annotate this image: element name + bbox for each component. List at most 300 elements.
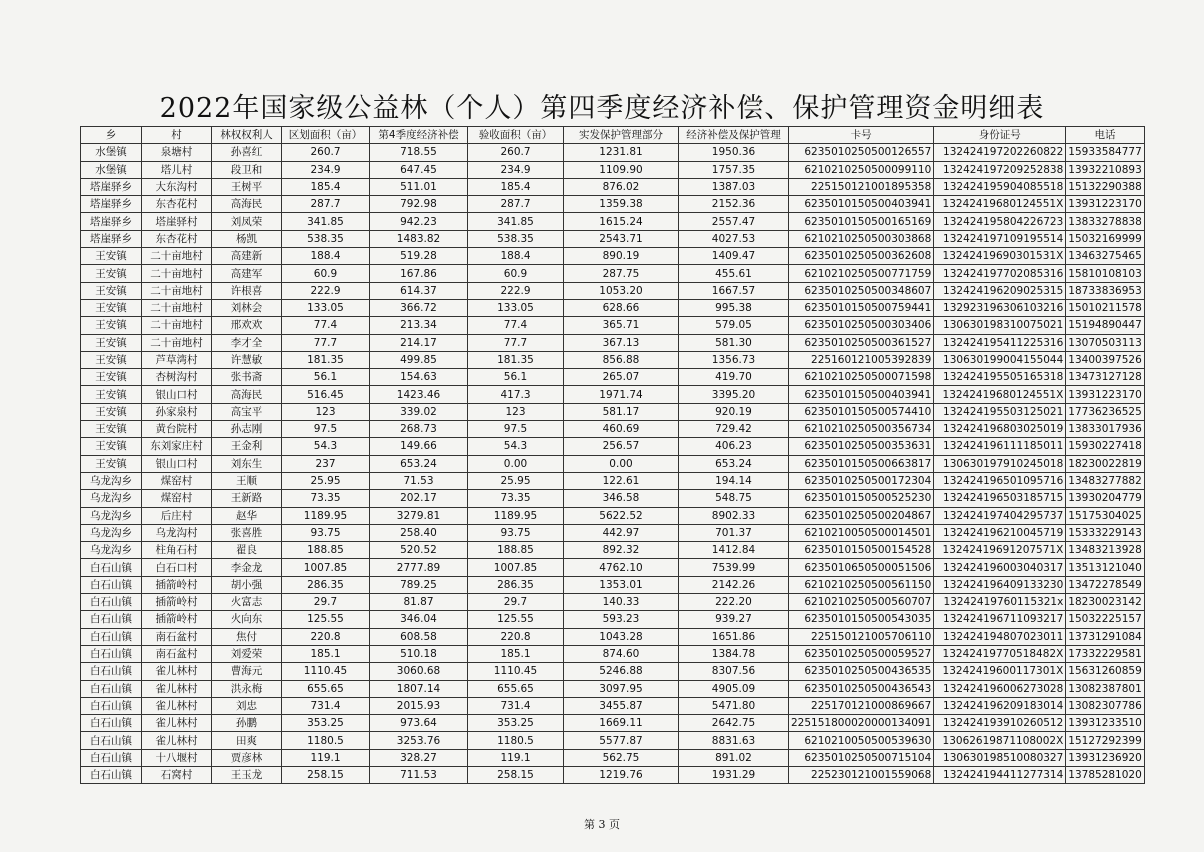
cell-total: 8831.63 [679, 732, 789, 749]
table-row [81, 490, 1145, 507]
cell-accepted-area: 188.4 [468, 248, 564, 265]
cell-q4-compensation: 339.02 [370, 403, 468, 420]
cell-zoned-area: 731.4 [282, 697, 370, 714]
cell-q4-compensation: 268.73 [370, 421, 468, 438]
cell-zoned-area: 73.35 [282, 490, 370, 507]
cell-id-number: 132424197202260822 [934, 144, 1066, 161]
cell-township: 王安镇 [81, 438, 142, 455]
cell-township: 乌龙沟乡 [81, 524, 142, 541]
cell-village: 东杏花村 [142, 196, 212, 213]
table-row [81, 507, 1145, 524]
cell-phone: 15933584777 [1066, 144, 1145, 161]
cell-card-number: 225170121000869667 [789, 697, 934, 714]
cell-total: 548.75 [679, 490, 789, 507]
cell-card-number: 6235010150500403941 [789, 196, 934, 213]
table-row [81, 369, 1145, 386]
cell-q4-compensation: 258.40 [370, 524, 468, 541]
cell-phone: 13082387801 [1066, 680, 1145, 697]
cell-q4-compensation: 789.25 [370, 576, 468, 593]
cell-phone: 13472278549 [1066, 576, 1145, 593]
cell-accepted-area: 220.8 [468, 628, 564, 645]
cell-township: 王安镇 [81, 299, 142, 316]
cell-phone: 18230022819 [1066, 455, 1145, 472]
cell-total: 2152.36 [679, 196, 789, 213]
cell-total: 8902.33 [679, 507, 789, 524]
cell-zoned-area: 655.65 [282, 680, 370, 697]
cell-zoned-area: 29.7 [282, 594, 370, 611]
cell-accepted-area: 188.85 [468, 542, 564, 559]
cell-total: 1409.47 [679, 248, 789, 265]
cell-id-number: 132424196006273028 [934, 680, 1066, 697]
cell-q4-compensation: 973.64 [370, 715, 468, 732]
cell-protection-part: 3097.95 [564, 680, 679, 697]
cell-zoned-area: 125.55 [282, 611, 370, 628]
cell-zoned-area: 97.5 [282, 421, 370, 438]
cell-card-number: 225160121005392839 [789, 351, 934, 368]
cell-card-number: 6235010250500059527 [789, 645, 934, 662]
cell-township: 乌龙沟乡 [81, 507, 142, 524]
cell-township: 白石山镇 [81, 628, 142, 645]
page-number: 第 3 页 [584, 818, 620, 831]
cell-village: 二十亩地村 [142, 248, 212, 265]
table-row [81, 542, 1145, 559]
cell-protection-part: 3455.87 [564, 697, 679, 714]
table-row [81, 732, 1145, 749]
cell-card-number: 6210210250500771759 [789, 265, 934, 282]
cell-protection-part: 367.13 [564, 334, 679, 351]
cell-id-number: 132424196503185715 [934, 490, 1066, 507]
cell-phone: 15194890447 [1066, 317, 1145, 334]
cell-owner: 刘凤荣 [212, 213, 282, 230]
cell-village: 十八堰村 [142, 749, 212, 766]
table-row [81, 403, 1145, 420]
cell-township: 王安镇 [81, 369, 142, 386]
cell-township: 水堡镇 [81, 144, 142, 161]
table-row [81, 248, 1145, 265]
cell-owner: 张喜胜 [212, 524, 282, 541]
header-protection-part: 实发保护管理部分 [564, 127, 679, 144]
cell-card-number: 6210210050500014501 [789, 524, 934, 541]
header-village: 村 [142, 127, 212, 144]
cell-township: 王安镇 [81, 421, 142, 438]
cell-village: 银山口村 [142, 455, 212, 472]
cell-zoned-area: 1110.45 [282, 663, 370, 680]
cell-q4-compensation: 167.86 [370, 265, 468, 282]
cell-zoned-area: 77.4 [282, 317, 370, 334]
cell-card-number: 225230121001559068 [789, 766, 934, 783]
cell-card-number: 6235010150500154528 [789, 542, 934, 559]
cell-phone: 13070503113 [1066, 334, 1145, 351]
cell-zoned-area: 341.85 [282, 213, 370, 230]
cell-protection-part: 1109.90 [564, 161, 679, 178]
cell-q4-compensation: 608.58 [370, 628, 468, 645]
cell-total: 995.38 [679, 299, 789, 316]
cell-zoned-area: 220.8 [282, 628, 370, 645]
cell-township: 王安镇 [81, 265, 142, 282]
cell-accepted-area: 125.55 [468, 611, 564, 628]
cell-total: 579.05 [679, 317, 789, 334]
cell-id-number: 132424196111185011 [934, 438, 1066, 455]
cell-owner: 贾彦林 [212, 749, 282, 766]
cell-accepted-area: 185.4 [468, 178, 564, 195]
cell-total: 1412.84 [679, 542, 789, 559]
cell-township: 乌龙沟乡 [81, 472, 142, 489]
cell-protection-part: 1043.28 [564, 628, 679, 645]
cell-zoned-area: 1189.95 [282, 507, 370, 524]
cell-owner: 王树平 [212, 178, 282, 195]
table-row [81, 317, 1145, 334]
table-body [81, 144, 1145, 784]
cell-card-number: 225151800020000134091 [789, 715, 934, 732]
cell-village: 插箭岭村 [142, 594, 212, 611]
cell-q4-compensation: 149.66 [370, 438, 468, 455]
header-row [81, 127, 1145, 144]
cell-township: 王安镇 [81, 351, 142, 368]
cell-accepted-area: 25.95 [468, 472, 564, 489]
cell-zoned-area: 77.7 [282, 334, 370, 351]
cell-card-number: 225150121001895358 [789, 178, 934, 195]
cell-id-number: 132424194807023011 [934, 628, 1066, 645]
table-row [81, 559, 1145, 576]
cell-protection-part: 122.61 [564, 472, 679, 489]
cell-village: 杏树沟村 [142, 369, 212, 386]
cell-village: 东杏花村 [142, 230, 212, 247]
cell-q4-compensation: 214.17 [370, 334, 468, 351]
cell-zoned-area: 260.7 [282, 144, 370, 161]
cell-q4-compensation: 71.53 [370, 472, 468, 489]
cell-township: 塔崖驿乡 [81, 230, 142, 247]
cell-id-number: 132424197702085316 [934, 265, 1066, 282]
cell-protection-part: 1053.20 [564, 282, 679, 299]
cell-card-number: 6235010250500436535 [789, 663, 934, 680]
cell-accepted-area: 73.35 [468, 490, 564, 507]
cell-id-number: 13242419680124551X [934, 386, 1066, 403]
cell-id-number: 132424195411225316 [934, 334, 1066, 351]
cell-total: 920.19 [679, 403, 789, 420]
cell-owner: 高宝平 [212, 403, 282, 420]
cell-total: 1356.73 [679, 351, 789, 368]
cell-zoned-area: 181.35 [282, 351, 370, 368]
page-title: 2022年国家级公益林（个人）第四季度经济补偿、保护管理资金明细表 [159, 93, 1045, 124]
cell-village: 雀儿林村 [142, 697, 212, 714]
cell-card-number: 6235010250500362608 [789, 248, 934, 265]
table-row [81, 611, 1145, 628]
cell-q4-compensation: 1807.14 [370, 680, 468, 697]
cell-accepted-area: 119.1 [468, 749, 564, 766]
table-row [81, 455, 1145, 472]
cell-zoned-area: 119.1 [282, 749, 370, 766]
cell-owner: 杨凯 [212, 230, 282, 247]
cell-accepted-area: 258.15 [468, 766, 564, 783]
cell-accepted-area: 56.1 [468, 369, 564, 386]
cell-card-number: 6235010150500403941 [789, 386, 934, 403]
table-row [81, 299, 1145, 316]
cell-protection-part: 876.02 [564, 178, 679, 195]
cell-zoned-area: 93.75 [282, 524, 370, 541]
cell-phone: 13932210893 [1066, 161, 1145, 178]
cell-accepted-area: 133.05 [468, 299, 564, 316]
cell-village: 二十亩地村 [142, 282, 212, 299]
cell-zoned-area: 133.05 [282, 299, 370, 316]
cell-accepted-area: 1189.95 [468, 507, 564, 524]
header-total: 经济补偿及保护管理 [679, 127, 789, 144]
table-row [81, 351, 1145, 368]
cell-township: 白石山镇 [81, 680, 142, 697]
cell-village: 芦草湾村 [142, 351, 212, 368]
cell-protection-part: 1353.01 [564, 576, 679, 593]
cell-id-number: 132424196209183014 [934, 697, 1066, 714]
cell-phone: 18230023142 [1066, 594, 1145, 611]
cell-id-number: 132424196409133230 [934, 576, 1066, 593]
cell-card-number: 6235010250500353631 [789, 438, 934, 455]
cell-id-number: 13242419600117301X [934, 663, 1066, 680]
cell-zoned-area: 258.15 [282, 766, 370, 783]
cell-township: 白石山镇 [81, 559, 142, 576]
table-row [81, 715, 1145, 732]
cell-township: 王安镇 [81, 334, 142, 351]
cell-zoned-area: 188.85 [282, 542, 370, 559]
cell-phone: 15175304025 [1066, 507, 1145, 524]
cell-owner: 洪永梅 [212, 680, 282, 697]
cell-id-number: 132424196003040317 [934, 559, 1066, 576]
cell-protection-part: 562.75 [564, 749, 679, 766]
cell-protection-part: 460.69 [564, 421, 679, 438]
cell-id-number: 13242419690301531X [934, 248, 1066, 265]
cell-village: 后庄村 [142, 507, 212, 524]
cell-phone: 17736236525 [1066, 403, 1145, 420]
table-row [81, 663, 1145, 680]
cell-zoned-area: 1007.85 [282, 559, 370, 576]
cell-protection-part: 287.75 [564, 265, 679, 282]
cell-township: 水堡镇 [81, 161, 142, 178]
cell-phone: 13473127128 [1066, 369, 1145, 386]
cell-card-number: 6235010150500165169 [789, 213, 934, 230]
cell-zoned-area: 1180.5 [282, 732, 370, 749]
cell-zoned-area: 222.9 [282, 282, 370, 299]
cell-owner: 翟良 [212, 542, 282, 559]
cell-card-number: 6235010150500574410 [789, 403, 934, 420]
cell-village: 二十亩地村 [142, 265, 212, 282]
cell-total: 2142.26 [679, 576, 789, 593]
cell-village: 南石盆村 [142, 628, 212, 645]
cell-card-number: 6235010150500663817 [789, 455, 934, 472]
cell-township: 乌龙沟乡 [81, 542, 142, 559]
cell-total: 419.70 [679, 369, 789, 386]
cell-protection-part: 1615.24 [564, 213, 679, 230]
table-row [81, 144, 1145, 161]
cell-q4-compensation: 3279.81 [370, 507, 468, 524]
cell-phone: 13833278838 [1066, 213, 1145, 230]
cell-village: 南石盆村 [142, 645, 212, 662]
cell-accepted-area: 222.9 [468, 282, 564, 299]
cell-zoned-area: 516.45 [282, 386, 370, 403]
cell-village: 塔崖驿村 [142, 213, 212, 230]
table-row [81, 766, 1145, 783]
cell-accepted-area: 655.65 [468, 680, 564, 697]
cell-owner: 高建军 [212, 265, 282, 282]
cell-phone: 13082307786 [1066, 697, 1145, 714]
cell-total: 1931.29 [679, 766, 789, 783]
cell-phone: 13400397526 [1066, 351, 1145, 368]
cell-protection-part: 4762.10 [564, 559, 679, 576]
cell-accepted-area: 123 [468, 403, 564, 420]
cell-zoned-area: 538.35 [282, 230, 370, 247]
cell-card-number: 6210210250500303868 [789, 230, 934, 247]
cell-q4-compensation: 711.53 [370, 766, 468, 783]
cell-phone: 15132290388 [1066, 178, 1145, 195]
cell-protection-part: 5577.87 [564, 732, 679, 749]
cell-total: 653.24 [679, 455, 789, 472]
header-id-number: 身份证号 [934, 127, 1066, 144]
cell-q4-compensation: 3253.76 [370, 732, 468, 749]
cell-accepted-area: 341.85 [468, 213, 564, 230]
cell-q4-compensation: 3060.68 [370, 663, 468, 680]
cell-protection-part: 628.66 [564, 299, 679, 316]
cell-village: 东刘家庄村 [142, 438, 212, 455]
cell-village: 大东沟村 [142, 178, 212, 195]
cell-total: 194.14 [679, 472, 789, 489]
cell-protection-part: 5246.88 [564, 663, 679, 680]
cell-q4-compensation: 718.55 [370, 144, 468, 161]
cell-township: 白石山镇 [81, 594, 142, 611]
cell-accepted-area: 1180.5 [468, 732, 564, 749]
cell-protection-part: 442.97 [564, 524, 679, 541]
cell-protection-part: 5622.52 [564, 507, 679, 524]
cell-owner: 胡小强 [212, 576, 282, 593]
table-row [81, 178, 1145, 195]
cell-protection-part: 256.57 [564, 438, 679, 455]
cell-zoned-area: 60.9 [282, 265, 370, 282]
cell-township: 塔崖驿乡 [81, 196, 142, 213]
cell-owner: 孙喜红 [212, 144, 282, 161]
table-row [81, 161, 1145, 178]
cell-q4-compensation: 346.04 [370, 611, 468, 628]
cell-q4-compensation: 653.24 [370, 455, 468, 472]
cell-owner: 刘爱荣 [212, 645, 282, 662]
cell-accepted-area: 234.9 [468, 161, 564, 178]
cell-zoned-area: 185.4 [282, 178, 370, 195]
cell-phone: 13931236920 [1066, 749, 1145, 766]
cell-owner: 许慧敏 [212, 351, 282, 368]
table-row [81, 680, 1145, 697]
cell-accepted-area: 77.7 [468, 334, 564, 351]
cell-township: 塔崖驿乡 [81, 178, 142, 195]
cell-id-number: 132424196501095716 [934, 472, 1066, 489]
cell-total: 5471.80 [679, 697, 789, 714]
cell-total: 1387.03 [679, 178, 789, 195]
cell-village: 银山口村 [142, 386, 212, 403]
cell-q4-compensation: 202.17 [370, 490, 468, 507]
cell-total: 8307.56 [679, 663, 789, 680]
cell-total: 222.20 [679, 594, 789, 611]
cell-accepted-area: 93.75 [468, 524, 564, 541]
cell-id-number: 132424196711093217 [934, 611, 1066, 628]
cell-village: 白石口村 [142, 559, 212, 576]
cell-accepted-area: 1110.45 [468, 663, 564, 680]
cell-owner: 刘东生 [212, 455, 282, 472]
cell-zoned-area: 234.9 [282, 161, 370, 178]
cell-protection-part: 890.19 [564, 248, 679, 265]
cell-phone: 15010211578 [1066, 299, 1145, 316]
cell-card-number: 6235010150500525230 [789, 490, 934, 507]
cell-total: 1950.36 [679, 144, 789, 161]
cell-card-number: 6235010150500759441 [789, 299, 934, 316]
cell-id-number: 132424195503125021 [934, 403, 1066, 420]
cell-q4-compensation: 942.23 [370, 213, 468, 230]
cell-village: 黄台院村 [142, 421, 212, 438]
cell-village: 雀儿林村 [142, 732, 212, 749]
cell-id-number: 132424195505165318 [934, 369, 1066, 386]
cell-total: 701.37 [679, 524, 789, 541]
cell-phone: 15127292399 [1066, 732, 1145, 749]
cell-village: 煤窑村 [142, 472, 212, 489]
cell-owner: 焦付 [212, 628, 282, 645]
cell-protection-part: 1359.38 [564, 196, 679, 213]
cell-card-number: 6235010650500051506 [789, 559, 934, 576]
cell-owner: 刘林会 [212, 299, 282, 316]
cell-owner: 孙鹏 [212, 715, 282, 732]
cell-id-number: 132424193910260512 [934, 715, 1066, 732]
cell-q4-compensation: 154.63 [370, 369, 468, 386]
cell-q4-compensation: 366.72 [370, 299, 468, 316]
cell-protection-part: 581.17 [564, 403, 679, 420]
table-row [81, 386, 1145, 403]
cell-zoned-area: 287.7 [282, 196, 370, 213]
table-row [81, 749, 1145, 766]
cell-accepted-area: 286.35 [468, 576, 564, 593]
cell-township: 白石山镇 [81, 732, 142, 749]
cell-total: 4905.09 [679, 680, 789, 697]
payment-table [80, 126, 1145, 784]
cell-phone: 15032169999 [1066, 230, 1145, 247]
cell-accepted-area: 77.4 [468, 317, 564, 334]
cell-owner: 李才全 [212, 334, 282, 351]
cell-card-number: 6235010250500204867 [789, 507, 934, 524]
cell-q4-compensation: 647.45 [370, 161, 468, 178]
cell-owner: 邢欢欢 [212, 317, 282, 334]
header-card-number: 卡号 [789, 127, 934, 144]
cell-township: 白石山镇 [81, 663, 142, 680]
header-accepted-area: 验收面积（亩） [468, 127, 564, 144]
cell-total: 1757.35 [679, 161, 789, 178]
cell-phone: 15930227418 [1066, 438, 1145, 455]
cell-accepted-area: 538.35 [468, 230, 564, 247]
cell-total: 1384.78 [679, 645, 789, 662]
cell-protection-part: 1971.74 [564, 386, 679, 403]
table-row [81, 594, 1145, 611]
cell-township: 乌龙沟乡 [81, 490, 142, 507]
cell-owner: 赵华 [212, 507, 282, 524]
cell-protection-part: 1669.11 [564, 715, 679, 732]
cell-id-number: 13242419770518482X [934, 645, 1066, 662]
cell-card-number: 6235010250500126557 [789, 144, 934, 161]
cell-zoned-area: 56.1 [282, 369, 370, 386]
cell-total: 2642.75 [679, 715, 789, 732]
cell-protection-part: 874.60 [564, 645, 679, 662]
cell-protection-part: 593.23 [564, 611, 679, 628]
cell-owner: 王玉龙 [212, 766, 282, 783]
cell-protection-part: 140.33 [564, 594, 679, 611]
cell-owner: 火富志 [212, 594, 282, 611]
cell-q4-compensation: 81.87 [370, 594, 468, 611]
table-row [81, 438, 1145, 455]
cell-zoned-area: 123 [282, 403, 370, 420]
cell-id-number: 132424197109195514 [934, 230, 1066, 247]
cell-q4-compensation: 510.18 [370, 645, 468, 662]
cell-total: 7539.99 [679, 559, 789, 576]
cell-township: 白石山镇 [81, 645, 142, 662]
cell-village: 塔儿村 [142, 161, 212, 178]
